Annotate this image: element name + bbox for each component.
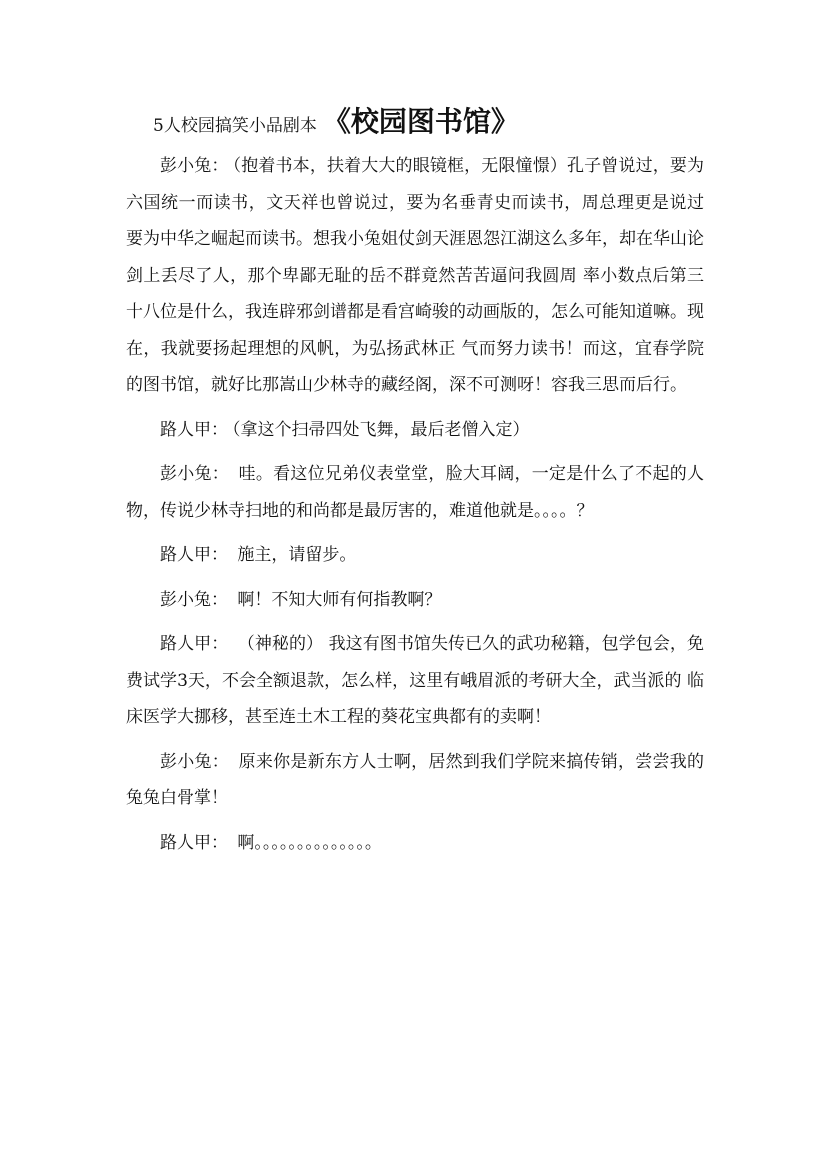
paragraph (126, 744, 704, 817)
dialogue-text: 原来你是新东方人士啊，居然到我们学院来搞传销，尝尝我的兔兔白骨掌！ (126, 751, 705, 808)
dialogue-text: （神秘的） 我这有图书馆失传已久的武功秘籍，包学包会，免费试学3天，不会全额退款，怎么样，这里有峨眉派的考研大全，武当派的 临床医学大挪移，甚至连土木工程的葵花宝典都有的卖啊！ (126, 634, 705, 727)
dialogue-text: 啊。。。。。。。。。。。。。。 (232, 832, 382, 853)
speaker-name: 路人甲： (160, 545, 228, 565)
title-main: 《校园图书馆》 (322, 105, 519, 138)
paragraph (126, 537, 704, 574)
speaker-name: 彭小兔： (160, 751, 229, 772)
paragraph (126, 825, 704, 862)
speaker-name: 路人甲： (160, 634, 229, 654)
dialogue-text: （拿这个扫帚四处飞舞，最后老僧入定） (232, 419, 530, 440)
speaker-name: 彭小兔： (160, 156, 229, 176)
paragraph (126, 626, 704, 736)
dialogue-text: 啊！不知大师有何指教啊？ (232, 589, 442, 610)
speaker-name: 路人甲： (160, 419, 228, 440)
script-body (126, 148, 704, 869)
paragraph (126, 456, 704, 529)
paragraph (126, 582, 704, 619)
speaker-name: 彭小兔： (160, 589, 228, 610)
dialogue-text: 施主，请留步。 (232, 545, 357, 565)
dialogue-text: （抱着书本，扶着大大的眼镜框，无限憧憬）孔子曾说过，要为六国统一而读书，文天祥也曾说过，要为名垂青史而读书，周总理更是说过 要为中华之崛起而读书。想我小兔姐仗剑天涯恩怨江湖这么多年，却在华山论剑上丢尽了人，那个卑鄙无耻的岳不群竟然苦苦逼问我圆周 率小数点后第三十八位是什么，我连辟邪剑谱都是看宫崎骏的动画版的，怎么可能知道嘛。现在，我就要扬起理想的风帆，为弘扬武林正 气而努力读书！而这，宜春学院的图书馆，就好比那嵩山少林寺的藏经阁，深不可测呀！容我三思而后行。 (126, 156, 705, 395)
document-title (153, 100, 713, 140)
paragraph (126, 148, 704, 404)
speaker-name: 彭小兔： (160, 464, 229, 484)
title-prefix: 5人校园搞笑小品剧本 (153, 116, 317, 136)
dialogue-text: 哇。看这位兄弟仪表堂堂，脸大耳阔，一定是什么了不起的人物，传说少林寺扫地的和尚都是最厉害的，难道他就是。。。。？ (126, 464, 705, 521)
speaker-name: 路人甲： (160, 832, 228, 853)
paragraph (126, 412, 704, 449)
